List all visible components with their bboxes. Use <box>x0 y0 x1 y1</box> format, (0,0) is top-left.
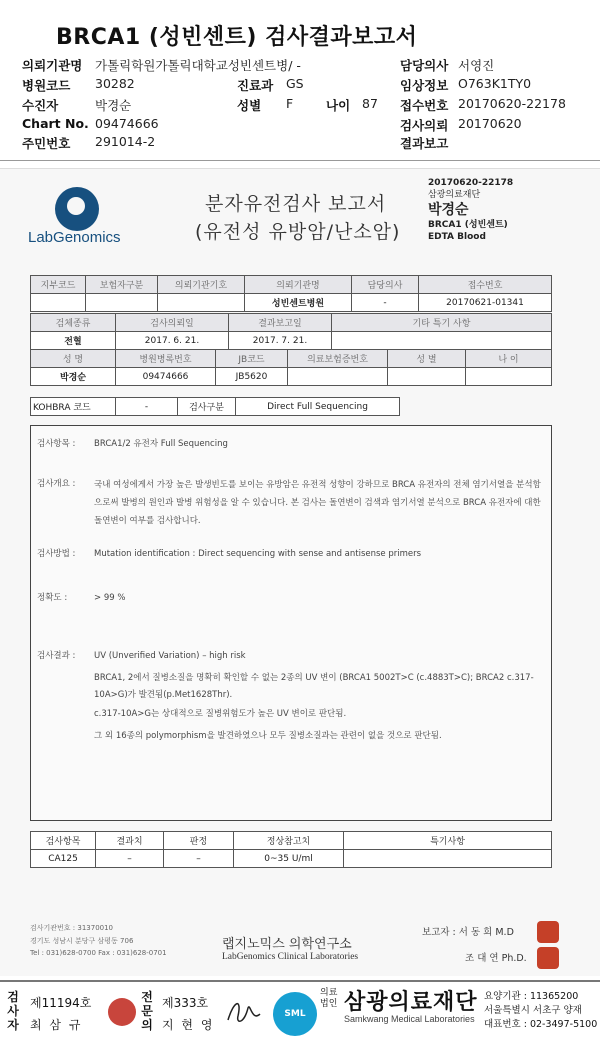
section-key: 검사항목 : <box>37 439 76 449</box>
director: 조 대 연 Ph.D. <box>465 953 527 964</box>
table-cell <box>86 294 158 312</box>
table-header: 의뢰기관명 <box>245 276 352 294</box>
institute-name: 랩지노믹스 의학연구소 <box>222 937 352 952</box>
field-value: 87 <box>362 96 378 111</box>
table-cell: 2017. 7. 21. <box>229 332 332 350</box>
table-header: 검사의뢰일 <box>116 314 229 332</box>
table-cell <box>158 294 245 312</box>
field-label: 검사의뢰 <box>400 118 449 133</box>
section-key: 검사결과 : <box>37 651 76 661</box>
field-value: 09474666 <box>95 116 159 131</box>
table-cell: 20170621-01341 <box>419 294 552 312</box>
examiner-number: 제11194호 <box>30 996 92 1010</box>
header-row-3 <box>0 96 600 116</box>
section-key: 검사개요 : <box>37 479 76 489</box>
section-text: BRCA1, 2에서 질병소질을 명확히 확인할 수 없는 2종의 UV 변이 (BRCA1 5002T>C (c.4883T>C); BRCA2 c.317-10A>G)가 발견됨(p.Met1628Thr). <box>94 673 534 700</box>
specialist-number: 제333호 <box>162 996 209 1010</box>
method-value: Direct Full Sequencing <box>236 398 400 416</box>
table-cell <box>344 850 552 868</box>
signature-strip <box>0 980 600 1046</box>
signature-icon <box>224 994 264 1030</box>
table-header: 결과보고일 <box>229 314 332 332</box>
table-cell: 전혈 <box>31 332 116 350</box>
table-header: 보험자구분 <box>86 276 158 294</box>
table-header: JB코드 <box>216 350 288 368</box>
table-cell <box>288 368 388 386</box>
document-subtitle: (유전성 유방암/난소암) <box>195 221 401 243</box>
table-header: 검사항목 <box>31 832 96 850</box>
table-cell: – <box>96 850 164 868</box>
seal-icon <box>537 921 559 943</box>
kohbra-value: - <box>116 398 178 416</box>
corp-label: 의료 법인 <box>320 988 338 1009</box>
table-header: 특기사항 <box>344 832 552 850</box>
table-cell: 09474666 <box>116 368 216 386</box>
field-label: 의뢰기관명 <box>22 58 83 73</box>
table-cell <box>466 368 552 386</box>
kohbra-label: KOHBRA 코드 <box>31 398 116 416</box>
section-text: UV (Unverified Variation) – high risk <box>94 651 246 661</box>
field-label: 주민번호 <box>22 136 71 151</box>
table-header: 기타 특기 사항 <box>332 314 552 332</box>
scanned-report <box>0 168 600 976</box>
field-value: 박경순 <box>95 98 132 113</box>
field-label: 접수번호 <box>400 98 449 113</box>
lab-id: 검사기관번호 : 31370010 <box>30 924 114 932</box>
field-label: 임상정보 <box>400 78 449 93</box>
lab-phone: Tel : 031)628-0700 Fax : 031)628-0701 <box>30 949 167 957</box>
divider <box>0 160 600 161</box>
specimen-label <box>428 177 553 243</box>
facility-address: 서울특별시 서초구 양재 <box>484 1005 582 1016</box>
table-cell <box>332 332 552 350</box>
section-text: c.317-10A>G는 상대적으로 질병위험도가 높은 UV 변이로 판단됨. <box>94 709 347 719</box>
table-header: 나 이 <box>466 350 552 368</box>
field-label: 성별 <box>237 98 262 113</box>
section-text: 국내 여성에게서 가장 높은 발생빈도를 보이는 유방암은 유전적 성향이 강하므로 BRCA 유전자의 전체 염기서열을 분석함으로써 발병의 원인과 발병 위험성을 알 수 있습니다. 본 검사는 돌연변이 검색과 염기서열 분석으로 BRCA 유전자에 대한 돌연변이 여부를 검사합니다. <box>94 480 541 526</box>
section-key: 정확도 : <box>37 593 68 603</box>
table-header: 접수번호 <box>419 276 552 294</box>
seal-icon <box>108 998 136 1026</box>
table-cell: – <box>164 850 234 868</box>
stamp-number: 20170620-22178 <box>428 178 514 188</box>
facility-phone: 대표번호 : 02-3497-5100 <box>484 1019 598 1030</box>
field-label: 담당의사 <box>400 58 449 73</box>
table-header: 성 별 <box>388 350 466 368</box>
table-header: 지부코드 <box>31 276 86 294</box>
org-english: Samkwang Medical Laboratories <box>344 1014 475 1024</box>
table-cell: - <box>352 294 419 312</box>
header-row-2 <box>0 76 600 96</box>
table-header: 정상참고치 <box>234 832 344 850</box>
institute-english: LabGenomics Clinical Laboratories <box>222 952 359 962</box>
stamp-org: 삼광의료재단 <box>428 190 481 200</box>
table-cell: 2017. 6. 21. <box>116 332 229 350</box>
field-label: 병원코드 <box>22 78 71 93</box>
field-value: 291014-2 <box>95 134 156 149</box>
sml-logo-icon: SML <box>273 992 317 1036</box>
field-label: 나이 <box>326 98 351 113</box>
field-value: F <box>286 96 294 111</box>
org-name: 삼광의료재단 <box>344 990 478 1015</box>
stamp-specimen: EDTA Blood <box>428 232 486 242</box>
table-header: 결과치 <box>96 832 164 850</box>
examiner-vertical-label: 검사자 <box>7 990 19 1032</box>
section-text: Mutation identification : Direct sequencing with sense and antisense primers <box>94 549 422 559</box>
table-cell: JB5620 <box>216 368 288 386</box>
table-header: 병원병록번호 <box>116 350 216 368</box>
info-table-3 <box>30 349 552 386</box>
table-cell: CA125 <box>31 850 96 868</box>
section-text: 그 외 16종의 polymorphism을 발견하였으나 모두 질병소질과는 관련이 없을 것으로 판단됨. <box>94 731 442 741</box>
header-row-1 <box>0 56 600 76</box>
field-value: 20170620 <box>458 116 522 131</box>
info-table-1 <box>30 275 552 312</box>
field-value: 서영진 <box>458 58 495 73</box>
field-value: 20170620-22178 <box>458 96 566 111</box>
logo-text: LabGenomics <box>28 229 121 246</box>
examiner-name: 최 삼 규 <box>30 1018 83 1032</box>
table-header: 담당의사 <box>352 276 419 294</box>
info-table-2 <box>30 313 552 350</box>
method-label: 검사구분 <box>178 398 236 416</box>
table-cell: 박경순 <box>31 368 116 386</box>
table-cell: 0~35 U/ml <box>234 850 344 868</box>
section-text: > 99 % <box>94 593 126 603</box>
table-header: 의뢰기관기호 <box>158 276 245 294</box>
header-row-5 <box>0 134 600 154</box>
seal-icon <box>537 947 559 969</box>
labgenomics-logo-icon <box>55 187 99 231</box>
field-label: 결과보고 <box>400 136 449 151</box>
kohbra-table <box>30 397 400 416</box>
specialist-vertical-label: 전문의 <box>141 990 153 1032</box>
document-title: 분자유전검사 보고서 <box>205 193 387 215</box>
field-value: O763K1TY0 <box>458 76 532 91</box>
table-header: 검체종류 <box>31 314 116 332</box>
stamp-patient: 박경순 <box>428 202 469 218</box>
table-header: 판정 <box>164 832 234 850</box>
table-header: 의료보험증번호 <box>288 350 388 368</box>
facility-code: 요양기관 : 11365200 <box>484 991 579 1002</box>
section-text: BRCA1/2 유전자 Full Sequencing <box>94 439 228 449</box>
header-row-4 <box>0 116 600 136</box>
field-label: Chart No. <box>22 116 89 131</box>
lab-address: 경기도 성남시 분당구 삼평동 706 <box>30 937 134 945</box>
section-key: 검사방법 : <box>37 549 76 559</box>
field-label: 수진자 <box>22 98 59 113</box>
field-value: GS <box>286 76 304 91</box>
results-section <box>30 425 552 821</box>
page-title: BRCA1 (성빈센트) 검사결과보고서 <box>56 25 418 50</box>
table-cell <box>388 368 466 386</box>
result-table <box>30 831 552 868</box>
field-value: 가톨릭학원가톨릭대학교성빈센트병/ - <box>95 58 301 73</box>
table-header: 성 명 <box>31 350 116 368</box>
table-cell <box>31 294 86 312</box>
table-cell: 성빈센트병원 <box>245 294 352 312</box>
field-label: 진료과 <box>237 78 274 93</box>
specialist-name: 지 현 영 <box>162 1018 215 1032</box>
reporter: 보고자 : 서 동 희 M.D <box>422 927 514 938</box>
report-header <box>0 0 600 160</box>
stamp-test: BRCA1 (성빈센트) <box>428 220 508 230</box>
field-value: 30282 <box>95 76 135 91</box>
